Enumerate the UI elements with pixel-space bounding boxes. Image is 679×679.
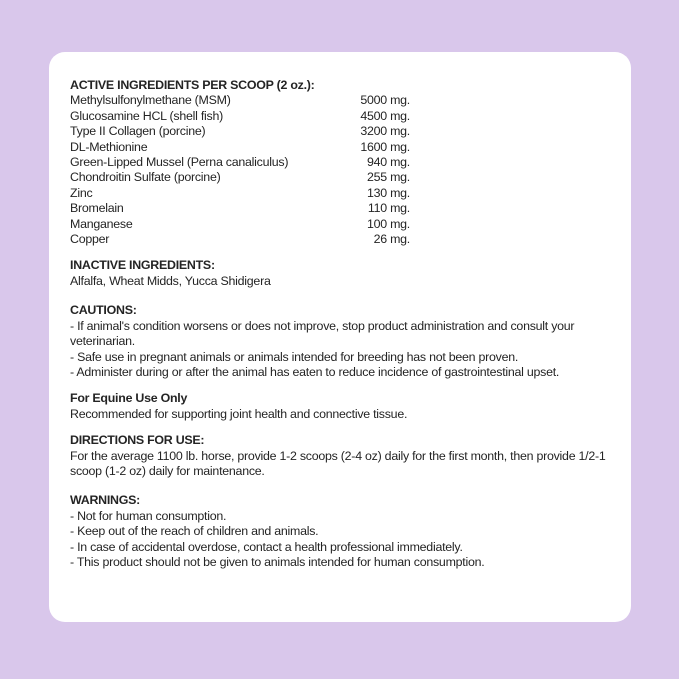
ingredient-amount: 940 mg.	[366, 155, 410, 170]
active-ingredients-section	[70, 78, 611, 247]
equine-use-text: Recommended for supporting joint health and connective tissue.	[70, 406, 408, 421]
active-ingredients-heading: ACTIVE INGREDIENTS PER SCOOP (2 oz.):	[70, 78, 315, 92]
ingredient-row	[70, 155, 410, 170]
warning-item: - Not for human consumption.	[70, 508, 227, 523]
directions-heading: DIRECTIONS FOR USE:	[70, 433, 205, 448]
ingredient-row	[70, 232, 410, 247]
directions-text: For the average 1100 lb. horse, provide 1-2 scoops (2-4 oz) daily for the first month, then provide 1/2-1 scoop (1-2 oz) daily for maintenance.	[70, 448, 606, 478]
ingredient-amount: 26 mg.	[373, 232, 410, 247]
ingredient-amount: 1600 mg.	[360, 139, 410, 154]
warning-item: - Keep out of the reach of children and animals.	[70, 524, 319, 539]
label-content	[49, 52, 631, 570]
equine-use-section	[70, 391, 611, 422]
ingredient-row	[70, 201, 410, 216]
ingredient-name: Green-Lipped Mussel (Perna canaliculus)	[70, 155, 289, 170]
ingredient-row	[70, 124, 410, 139]
ingredient-name: Zinc	[70, 185, 93, 200]
ingredient-name: DL-Methionine	[70, 139, 148, 154]
ingredient-amount: 110 mg.	[367, 201, 410, 216]
ingredient-amount: 3200 mg.	[360, 124, 410, 139]
directions-section	[70, 433, 611, 479]
equine-use-heading: For Equine Use Only	[70, 391, 188, 406]
ingredient-name: Type II Collagen (porcine)	[70, 124, 206, 139]
ingredient-name: Glucosamine HCL (shell fish)	[70, 108, 223, 123]
ingredient-row	[70, 140, 410, 155]
ingredient-name: Manganese	[70, 216, 133, 231]
ingredient-row	[70, 109, 410, 124]
ingredient-name: Methylsulfonylmethane (MSM)	[70, 93, 231, 108]
ingredient-amount: 4500 mg.	[360, 108, 410, 123]
ingredient-row	[70, 217, 410, 232]
label-card	[49, 52, 631, 622]
caution-item: - Safe use in pregnant animals or animals intended for breeding has not been proven.	[70, 349, 519, 364]
warnings-heading: WARNINGS:	[70, 493, 141, 508]
inactive-ingredients-section	[70, 258, 611, 289]
ingredient-amount: 130 mg.	[366, 185, 410, 200]
inactive-ingredients-text: Alfalfa, Wheat Midds, Yucca Shidigera	[70, 273, 271, 288]
caution-item: - If animal's condition worsens or does not improve, stop product administration and consult your veterinarian.	[70, 318, 575, 349]
active-ingredients-table	[70, 93, 410, 247]
warning-item: - In case of accidental overdose, contact a health professional immediately.	[70, 539, 463, 554]
cautions-heading: CAUTIONS:	[70, 303, 137, 318]
caution-item: - Administer during or after the animal has eaten to reduce incidence of gastrointestinal upset.	[70, 364, 560, 379]
ingredient-name: Copper	[70, 232, 110, 247]
ingredient-amount: 5000 mg.	[360, 93, 410, 108]
ingredient-row	[70, 186, 410, 201]
ingredient-name: Chondroitin Sulfate (porcine)	[70, 170, 221, 185]
ingredient-amount: 100 mg.	[366, 216, 410, 231]
ingredient-row	[70, 93, 410, 108]
ingredient-amount: 255 mg.	[366, 170, 410, 185]
warnings-section	[70, 493, 611, 570]
inactive-ingredients-heading: INACTIVE INGREDIENTS:	[70, 258, 215, 273]
ingredient-name: Bromelain	[70, 201, 124, 216]
ingredient-row	[70, 170, 410, 185]
cautions-section	[70, 303, 611, 380]
warning-item: - This product should not be given to animals intended for human consumption.	[70, 554, 485, 569]
